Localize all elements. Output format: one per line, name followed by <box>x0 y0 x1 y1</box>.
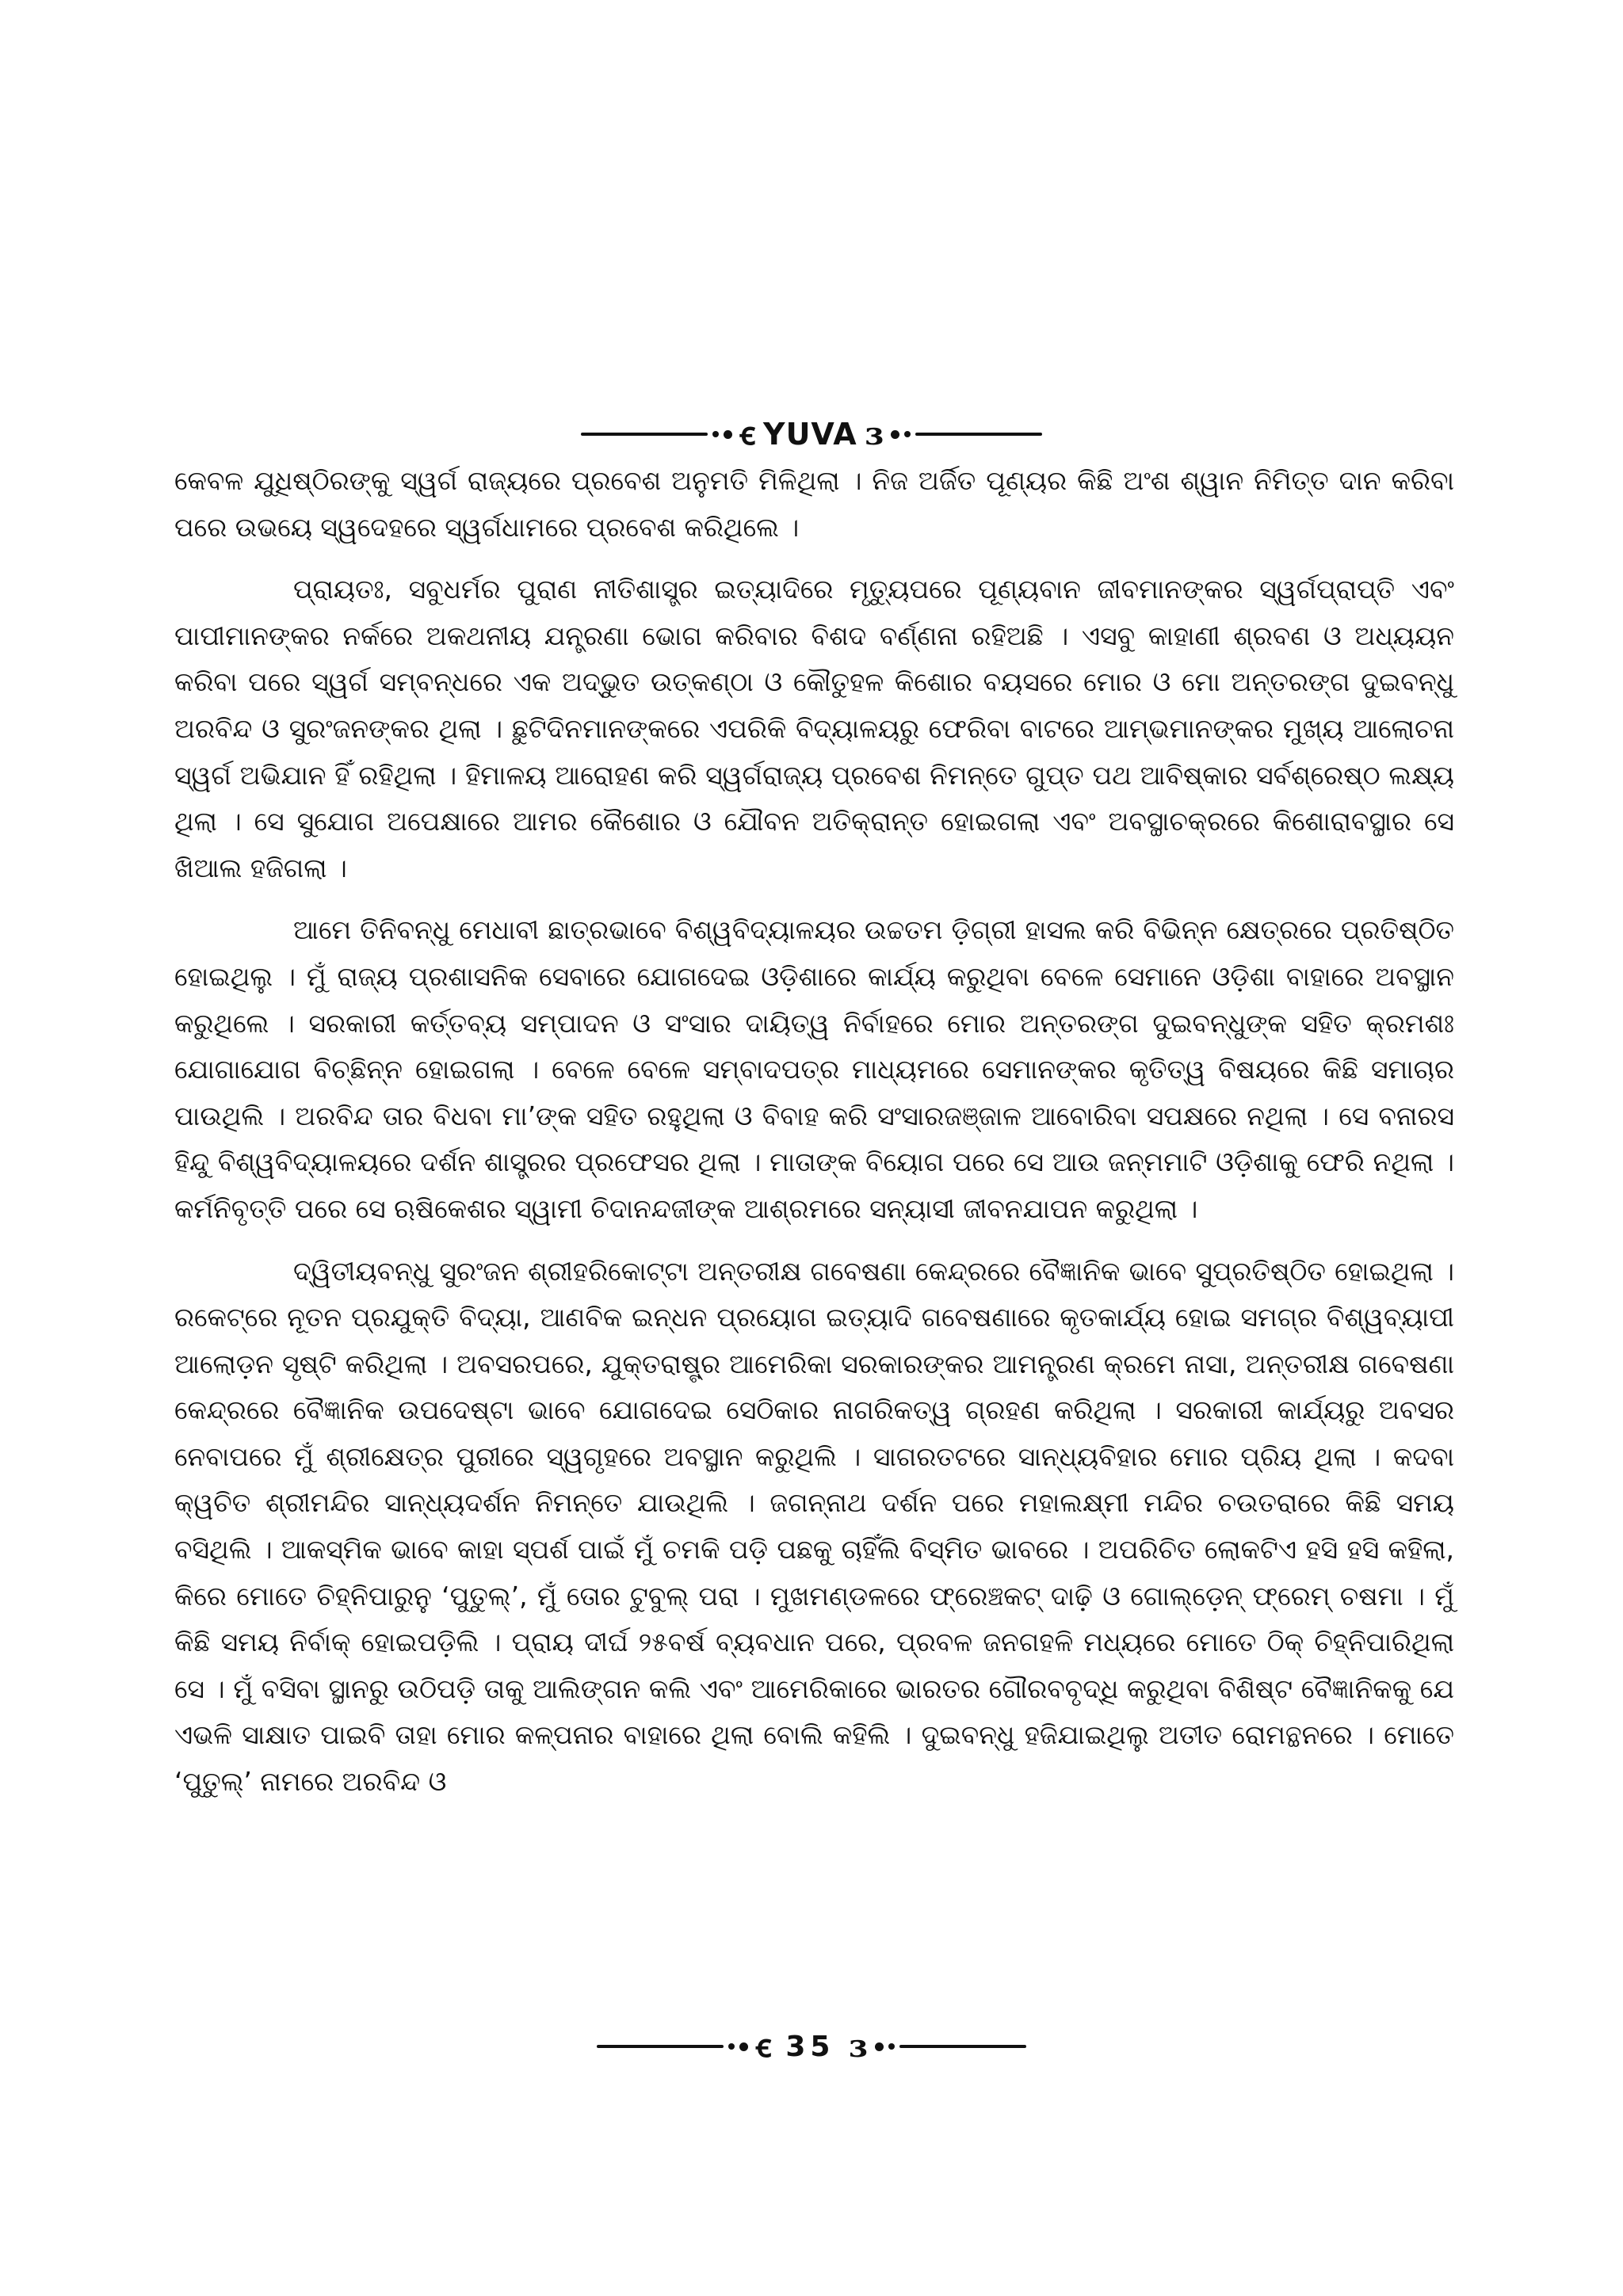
page-number: 35 <box>785 2030 835 2063</box>
header-rule-left <box>581 433 708 436</box>
ornament-curl-right-icon: ɜ <box>865 415 884 452</box>
ornament-dot <box>891 430 899 439</box>
ornament-dot <box>739 2042 748 2051</box>
ornament-dot <box>728 2043 735 2050</box>
ornament-dot <box>712 431 719 437</box>
article-body <box>174 458 1454 1806</box>
header-rule-right <box>915 433 1042 436</box>
ornament-dot <box>904 431 911 437</box>
paragraph: କେବଳ ଯୁଧିଷ୍ଠିରଙ୍କୁ ସ୍ୱର୍ଗ ରାଜ୍ୟରେ ପ୍ରବେଶ ଅନୁମତି ମିଳିଥିଲା । ନିଜ ଅର୍ଜିତ ପୂଣ୍ୟର କିଛି ଅଂଶ ଶ୍ୱାନ ନିମିତ୍ତ ଦାନ କରିବା ପରେ ଉଭୟେ ସ୍ୱଦେହରେ ସ୍ୱର୍ଗଧାମରେ ପ୍ରବେଶ କରିଥିଲେ । <box>174 465 1454 543</box>
paragraph: ଦ୍ୱିତୀୟବନ୍ଧୁ ସୁରଂଜନ ଶ୍ରୀହରିକୋଟ୍ଟା ଅନ୍ତରୀକ୍ଷ ଗବେଷଣା କେନ୍ଦ୍ରରେ ବୈଜ୍ଞାନିକ ଭାବେ ସୁପ୍ରତିଷ୍ଠିତ ହୋଇଥିଲା । ରକେଟ୍‌ରେ ନୂତନ ପ୍ରଯୁକ୍ତି ବିଦ୍ୟା, ଆଣବିକ ଇନ୍ଧନ ପ୍ରୟୋଗ ଇତ୍ୟାଦି ଗବେଷଣାରେ କୃତକାର୍ଯ୍ୟ ହୋଇ ସମଗ୍ର ବିଶ୍ୱବ୍ୟାପୀ ଆଲୋଡ଼ନ ସୃଷ୍ଟି କରିଥିଲା । ଅବସରପରେ, ଯୁକ୍ତରାଷ୍ଟ୍ର ଆମେରିକା ସରକାରଙ୍କର ଆମନ୍ତ୍ରଣ କ୍ରମେ ନାସା, ଅନ୍ତରୀକ୍ଷ ଗବେଷଣା କେନ୍ଦ୍ରରେ ବୈଜ୍ଞାନିକ ଉପଦେଷ୍ଟା ଭାବେ ଯୋଗଦେଇ ସେଠିକାର ନାଗରିକତ୍ୱ ଗ୍ରହଣ କରିଥିଲା । ସରକାରୀ କାର୍ଯ୍ୟରୁ ଅବସର ନେବାପରେ ମୁଁ ଶ୍ରୀକ୍ଷେତ୍ର ପୁରୀରେ ସ୍ୱଗୃହରେ ଅବସ୍ଥାନ କରୁଥିଲି । ସାଗରତଟରେ ସାନ୍ଧ୍ୟବିହାର ମୋର ପ୍ରିୟ ଥିଲା । କଦବା କ୍ୱଚିତ ଶ୍ରୀମନ୍ଦିର ସାନ୍ଧ୍ୟଦର୍ଶନ ନିମନ୍ତେ ଯାଉଥିଲି । ଜଗନ୍ନାଥ ଦର୍ଶନ ପରେ ମହାଲକ୍ଷ୍ମୀ ମନ୍ଦିର ଚଉତରାରେ କିଛି ସମୟ ବସିଥିଲି । ଆକସ୍ମିକ ଭାବେ କାହା ସ୍ପର୍ଶ ପାଇଁ ମୁଁ ଚମକି ପଡ଼ି ପଛକୁ ଚାହିଁଲି ବିସ୍ମିତ ଭାବରେ । ଅପରିଚିତ ଲୋକଟିଏ ହସି ହସି କହିଲା, କିରେ ମୋତେ ଚିହ୍ନିପାରୁନୁ ‘ପୁତୁଲ୍’, ମୁଁ ତୋର ଟୁବୁଲ୍ ପରା । ମୁଖମଣ୍ଡଳରେ ଫ୍ରେଞ୍ଚକଟ୍ ଦାଢ଼ି ଓ ଗୋଲ୍ଡ଼େନ୍ ଫ୍ରେମ୍ ଚଷମା । ମୁଁ କିଛି ସମୟ ନିର୍ବାକ୍ ହୋଇପଡ଼ିଲି । ପ୍ରାୟ ଦୀର୍ଘ ୨୫ବର୍ଷ ବ୍ୟବଧାନ ପରେ, ପ୍ରବଳ ଜନଗହଳି ମଧ୍ୟରେ ମୋତେ ଠିକ୍ ଚିହ୍ନିପାରିଥିଲା ସେ । ମୁଁ ବସିବା ସ୍ଥାନରୁ ଉଠିପଡ଼ି ତାକୁ ଆଲିଙ୍ଗନ କଲି ଏବଂ ଆମେରିକାରେ ଭାରତର ଗୌରବବୃଦ୍ଧି କରୁଥିବା ବିଶିଷ୍ଟ ବୈଜ୍ଞାନିକକୁ ଯେ ଏଭଳି ସାକ୍ଷାତ ପାଇବି ତାହା ମୋର କଳ୍ପନାର ବାହାରେ ଥିଲା ବୋଲି କହିଲି । ଦୁଇବନ୍ଧୁ ହଜିଯାଇଥିଲୁ ଅତୀତ ରୋମନ୍ଥନରେ । ମୋତେ ‘ପୁତୁଲ୍’ ନାମରେ ଅରବିନ୍ଦ ଓ <box>174 1255 1454 1798</box>
paragraph: ଆମେ ତିନିବନ୍ଧୁ ମେଧାବୀ ଛାତ୍ରଭାବେ ବିଶ୍ୱବିଦ୍ୟାଳୟର ଉଚ୍ଚତମ ଡ଼ିଗ୍ରୀ ହାସଲ କରି ବିଭିନ୍ନ କ୍ଷେତ୍ରରେ ପ୍ରତିଷ୍ଠିତ ହୋଇଥିଲୁ । ମୁଁ ରାଜ୍ୟ ପ୍ରଶାସନିକ ସେବାରେ ଯୋଗଦେଇ ଓଡ଼ିଶାରେ କାର୍ଯ୍ୟ କରୁଥିବା ବେଳେ ସେମାନେ ଓଡ଼ିଶା ବାହାରେ ଅବସ୍ଥାନ କରୁଥିଲେ । ସରକାରୀ କର୍ତ୍ତବ୍ୟ ସମ୍ପାଦନ ଓ ସଂସାର ଦାୟିତ୍ୱ ନିର୍ବାହରେ ମୋର ଅନ୍ତରଙ୍ଗ ଦୁଇବନ୍ଧୁଙ୍କ ସହିତ କ୍ରମଶଃ ଯୋଗାଯୋଗ ବିଚ୍ଛିନ୍ନ ହୋଇଗଲା । ବେଳେ ବେଳେ ସମ୍ବାଦପତ୍ର ମାଧ୍ୟମରେ ସେମାନଙ୍କର କୃତିତ୍ୱ ବିଷୟରେ କିଛି ସମାଚାର ପାଉଥିଲି । ଅରବିନ୍ଦ ତାର ବିଧବା ମା’ଙ୍କ ସହିତ ରହୁଥିଲା ଓ ବିବାହ କରି ସଂସାରଜଞ୍ଜାଳ ଆବୋରିବା ସପକ୍ଷରେ ନଥିଲା । ସେ ବନାରସ ହିନ୍ଦୁ ବିଶ୍ୱବିଦ୍ୟାଳୟରେ ଦର୍ଶନ ଶାସ୍ତ୍ରର ପ୍ରଫେସର ଥିଲା । ମାତାଙ୍କ ବିୟୋଗ ପରେ ସେ ଆଉ ଜନ୍ମମାଟି ଓଡ଼ିଶାକୁ ଫେରି ନଥିଲା । କର୍ମନିବୃତ୍ତି ପରେ ସେ ଋଷିକେଶର ସ୍ୱାମୀ ଚିଦାନନ୍ଦଜୀଙ୍କ ଆଶ୍ରମରେ ସନ୍ୟାସୀ ଜୀବନଯାପନ କରୁଥିଲା । <box>174 914 1454 1224</box>
page-footer <box>0 2023 1623 2070</box>
ornament-dot <box>724 430 732 439</box>
header-title: YUVA <box>763 417 857 452</box>
paragraph: ପ୍ରାୟତଃ, ସବୁଧର୍ମର ପୁରାଣ ନୀତିଶାସ୍ତ୍ର ଇତ୍ୟାଦିରେ ମୃତ୍ୟୁପରେ ପୂଣ୍ୟବାନ ଜୀବମାନଙ୍କର ସ୍ୱର୍ଗପ୍ରାପ୍ତି ଏବଂ ପାପୀମାନଙ୍କର ନର୍କରେ ଅକଥନୀୟ ଯନ୍ତ୍ରଣା ଭୋଗ କରିବାର ବିଶଦ ବର୍ଣ୍ଣନା ରହିଅଛି । ଏସବୁ କାହାଣୀ ଶ୍ରବଣ ଓ ଅଧ୍ୟୟନ କରିବା ପରେ ସ୍ୱର୍ଗ ସମ୍ବନ୍ଧରେ ଏକ ଅଦ୍ଭୁତ ଉତ୍କଣ୍ଠା ଓ କୌତୁହଳ କିଶୋର ବୟସରେ ମୋର ଓ ମୋ ଅନ୍ତରଙ୍ଗ ଦୁଇବନ୍ଧୁ ଅରବିନ୍ଦ ଓ ସୁରଂଜନଙ୍କର ଥିଲା । ଛୁଟିଦିନମାନଙ୍କରେ ଏପରିକି ବିଦ୍ୟାଳୟରୁ ଫେରିବା ବାଟରେ ଆମ୍ଭମାନଙ୍କର ମୁଖ୍ୟ ଆଲୋଚନା ସ୍ୱର୍ଗ ଅଭିଯାନ ହିଁ ରହିଥିଲା । ହିମାଳୟ ଆରୋହଣ କରି ସ୍ୱର୍ଗରାଜ୍ୟ ପ୍ରବେଶ ନିମନ୍ତେ ଗୁପ୍ତ ପଥ ଆବିଷ୍କାର ସର୍ବଶ୍ରେଷ୍ଠ ଲକ୍ଷ୍ୟ ଥିଲା । ସେ ସୁଯୋଗ ଅପେକ୍ଷାରେ ଆମର କୈଶୋର ଓ ଯୌବନ ଅତିକ୍ରାନ୍ତ ହୋଇଗଲା ଏବଂ ଅବସ୍ଥାଚକ୍ରରେ କିଶୋରାବସ୍ଥାର ସେ ଖିଆଲ ହଜିଗଲା । <box>174 574 1454 883</box>
running-header <box>0 410 1623 458</box>
header-ornament-left <box>712 430 732 439</box>
ornament-curl-left-icon: ꞓ <box>739 415 756 452</box>
footer-ornament-right <box>875 2042 895 2051</box>
ornament-curl-right-icon: ɜ <box>849 2027 867 2065</box>
footer-rule-right <box>899 2045 1026 2048</box>
header-ornament-right <box>891 430 911 439</box>
ornament-curl-left-icon: ꞓ <box>756 2027 772 2065</box>
ornament-dot <box>875 2042 884 2051</box>
footer-rule-left <box>597 2045 724 2048</box>
ornament-dot <box>888 2043 895 2050</box>
footer-ornament-left <box>728 2042 748 2051</box>
